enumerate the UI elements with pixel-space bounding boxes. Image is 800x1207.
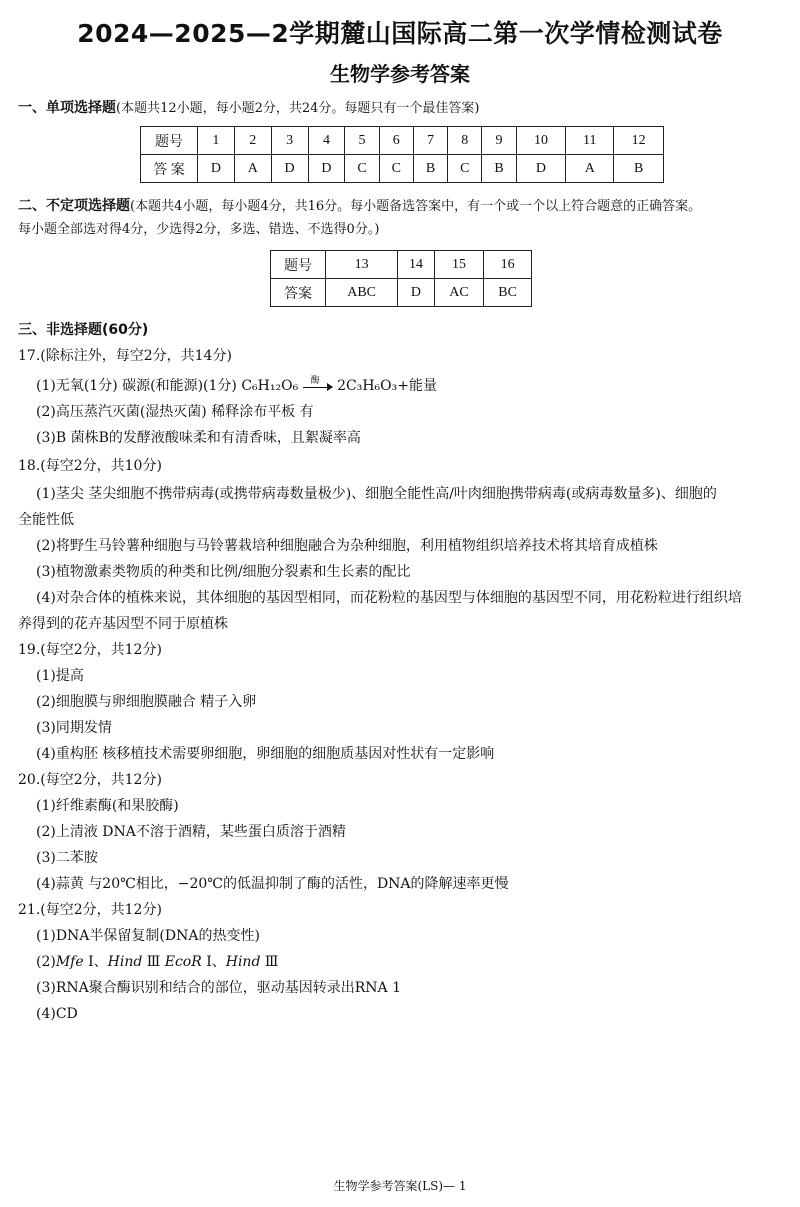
number-cell: 1: [198, 127, 235, 155]
q20-heading: 20.(每空2分，共12分): [18, 772, 162, 788]
section2-note-line1: (本题共4小题，每小题4分，共16分。每小题备选答案中，有一个或一个以上符合题意的正确答案。: [130, 199, 702, 214]
table-row-numbers: [271, 251, 532, 279]
q17-answer-3: (3)B 菌株B的发酵液酸味柔和有清香味，且絮凝率高: [36, 430, 361, 446]
page-footer: 生物学参考答案(LS)— 1: [333, 1179, 467, 1193]
section2-note-line2: 每小题全部选对得4分，少选得2分，多选、错选、不选得0分。): [18, 222, 380, 237]
q18-answer-4-line2: 养得到的花卉基因型不同于原植株: [18, 616, 228, 632]
answer-cell: D: [198, 155, 235, 183]
answer-cell: C: [379, 155, 413, 183]
answer-cell: A: [566, 155, 614, 183]
q19-answer-2: (2)细胞膜与卵细胞膜融合 精子入卵: [36, 694, 257, 710]
answer-cell: D: [308, 155, 345, 183]
q17-answer-1: [36, 376, 788, 396]
table-row-numbers: [141, 127, 664, 155]
table-header-cell: 题号: [271, 251, 326, 279]
q21-answer-3: (3)RNA聚合酶识别和结合的部位，驱动基因转录出RNA 1: [36, 980, 401, 996]
enzyme-name: Hind: [225, 954, 261, 970]
q19-answer-4: (4)重构胚 核移植技术需要卵细胞，卵细胞的细胞质基因对性状有一定影响: [36, 746, 495, 762]
number-cell: 7: [413, 127, 447, 155]
section1-answer-table: [140, 126, 664, 183]
table-row-answers: [141, 155, 664, 183]
number-cell: 9: [482, 127, 516, 155]
number-cell: 11: [566, 127, 614, 155]
section2-title: 二、不定项选择题: [18, 198, 130, 214]
number-cell: 8: [448, 127, 482, 155]
answer-cell: C: [345, 155, 379, 183]
q20-answer-3: (3)二苯胺: [36, 850, 98, 866]
answer-cell: ABC: [326, 279, 398, 307]
q20-answer-2: (2)上清液 DNA不溶于酒精，某些蛋白质溶于酒精: [36, 824, 346, 840]
enzyme-name: Mfe: [55, 954, 84, 970]
answer-cell: AC: [434, 279, 484, 307]
q17-heading: 17.(除标注外，每空2分，共14分): [18, 348, 232, 364]
answer-cell: BC: [484, 279, 532, 307]
section3-heading: 三、非选择题(60分): [18, 322, 149, 338]
number-cell: 13: [326, 251, 398, 279]
q21-heading: 21.(每空2分，共12分): [18, 902, 162, 918]
equation-right: 2C₃H₆O₃+能量: [337, 378, 437, 394]
q20-answer-4: (4)蒜黄 与20℃相比，−20℃的低温抑制了酶的活性，DNA的降解速率更慢: [36, 876, 509, 892]
answer-cell: D: [398, 279, 434, 307]
q18-answer-2: (2)将野生马铃薯种细胞与马铃薯栽培种细胞融合为杂种细胞，利用植物组织培养技术将其培育成植株: [36, 538, 658, 554]
q18-heading: 18.(每空2分，共10分): [18, 458, 162, 474]
answer-cell: B: [482, 155, 516, 183]
page-subtitle: 生物学参考答案: [330, 62, 470, 86]
section1-heading: [18, 98, 790, 119]
q21-answer-1: (1)DNA半保留复制(DNA的热变性): [36, 928, 260, 944]
answer-cell: D: [516, 155, 566, 183]
q19-heading: 19.(每空2分，共12分): [18, 642, 162, 658]
catalyst-label: 酶: [310, 376, 320, 386]
table-header-cell: 答 案: [141, 155, 198, 183]
number-cell: 15: [434, 251, 484, 279]
enzyme-suffix: Ⅰ、: [201, 954, 226, 970]
q18-answer-3: (3)植物激素类物质的种类和比例/细胞分裂素和生长素的配比: [36, 564, 411, 580]
section1-title: 一、单项选择题: [18, 100, 116, 116]
q18-answer-1-line1: (1)茎尖 茎尖细胞不携带病毒(或携带病毒数量极少)、细胞全能性高/叶肉细胞携带病毒(或病毒数量多)、细胞的: [36, 486, 717, 502]
reaction-arrow-icon: [303, 376, 333, 392]
answer-cell: D: [271, 155, 308, 183]
enzyme-suffix: Ⅲ: [260, 954, 279, 970]
answer-cell: B: [614, 155, 664, 183]
q17-answer-2: (2)高压蒸汽灭菌(湿热灭菌) 稀释涂布平板 有: [36, 404, 314, 420]
q21-answer-2-prefix: (2): [36, 954, 56, 970]
equation-left: C₆H₁₂O₆: [241, 378, 299, 394]
number-cell: 6: [379, 127, 413, 155]
page-title: 2024—2025—2学期麓山国际高二第一次学情检测试卷: [77, 19, 723, 48]
answer-cell: B: [413, 155, 447, 183]
q17-answer-1-text: (1)无氧(1分) 碳源(和能源)(1分): [36, 378, 242, 394]
answer-cell: A: [234, 155, 271, 183]
section1-note: (本题共12小题，每小题2分，共24分。每题只有一个最佳答案): [116, 101, 480, 116]
number-cell: 4: [308, 127, 345, 155]
table-header-cell: 题号: [141, 127, 198, 155]
answer-cell: C: [448, 155, 482, 183]
section2-heading: [18, 196, 790, 217]
q18-answer-4-line1: (4)对杂合体的植株来说，其体细胞的基因型相同，而花粉粒的基因型与体细胞的基因型不同，用花粉粒进行组织培: [36, 590, 742, 606]
number-cell: 2: [234, 127, 271, 155]
enzyme-name: EcoR: [164, 954, 202, 970]
q18-answer-1-line2: 全能性低: [18, 512, 74, 528]
number-cell: 14: [398, 251, 434, 279]
enzyme-suffix: Ⅲ: [142, 954, 165, 970]
number-cell: 16: [484, 251, 532, 279]
section2-answer-table: [270, 250, 532, 307]
enzyme-name: Hind: [107, 954, 143, 970]
number-cell: 12: [614, 127, 664, 155]
table-header-cell: 答案: [271, 279, 326, 307]
q19-answer-1: (1)提高: [36, 668, 84, 684]
q21-answer-2: [36, 952, 788, 972]
q19-answer-3: (3)同期发情: [36, 720, 112, 736]
number-cell: 10: [516, 127, 566, 155]
number-cell: 5: [345, 127, 379, 155]
q20-answer-1: (1)纤维素酶(和果胶酶): [36, 798, 179, 814]
table-row-answers: [271, 279, 532, 307]
number-cell: 3: [271, 127, 308, 155]
enzyme-suffix: Ⅰ、: [83, 954, 108, 970]
q21-answer-4: (4)CD: [36, 1006, 78, 1022]
